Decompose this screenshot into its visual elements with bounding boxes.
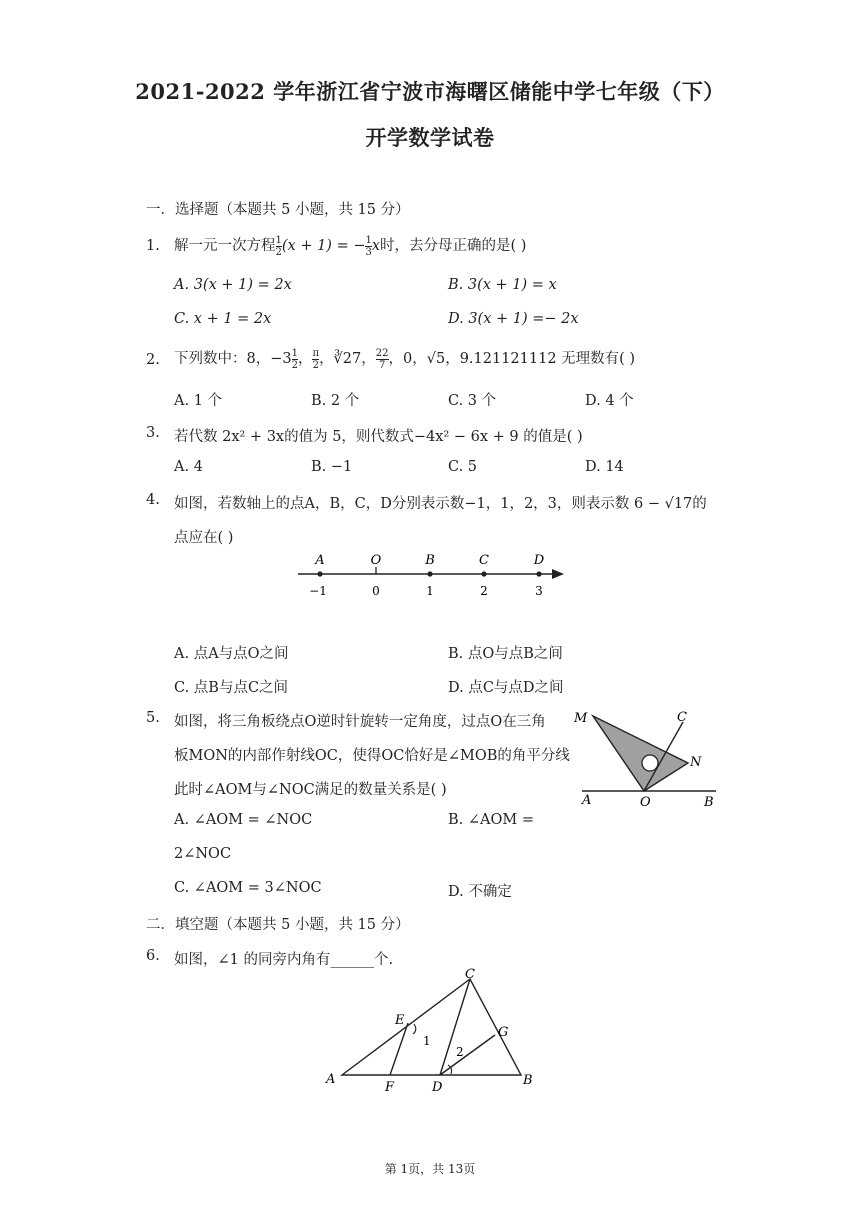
title-line-2: 开学数学试卷 bbox=[365, 125, 495, 150]
q5-number: 5. bbox=[146, 710, 160, 726]
tick-label-1: 1 bbox=[426, 584, 434, 598]
q2-option-a[interactable]: A. 1 个 bbox=[174, 393, 223, 409]
label-a: A bbox=[326, 1072, 336, 1087]
q4-option-b[interactable]: B. 点O与点B之间 bbox=[448, 646, 563, 662]
q5-option-a[interactable]: A. ∠AOM = ∠NOC bbox=[174, 812, 313, 828]
q1-number: 1. bbox=[146, 238, 160, 254]
q1-frac-1: $\frac{1}{2}$ bbox=[275, 234, 282, 258]
q3-option-b[interactable]: B. −1 bbox=[311, 459, 353, 475]
q3-number: 3. bbox=[146, 425, 160, 441]
q6-number: 6. bbox=[146, 948, 160, 964]
q5-stem-line-3: 此时∠AOM与∠NOC满足的数量关系是( ) bbox=[174, 782, 447, 798]
title-line-1: 2021-2022 学年浙江省宁波市海曙区储能中学七年级（下） bbox=[135, 79, 725, 104]
q3-option-c[interactable]: C. 5 bbox=[448, 459, 478, 475]
q2-option-c[interactable]: C. 3 个 bbox=[448, 393, 497, 409]
q3-stem: 若代数 2x² + 3x的值为 5，则代数式−4x² − 6x + 9 的值是( ) bbox=[174, 429, 583, 445]
q4-option-d[interactable]: D. 点C与点D之间 bbox=[448, 680, 564, 696]
q6-triangle-figure bbox=[320, 968, 550, 1096]
label-o: O bbox=[640, 795, 651, 810]
segment-dc bbox=[440, 979, 470, 1075]
label-point-c: C bbox=[479, 553, 489, 568]
q6-stem: 如图，∠1 的同旁内角有______个. bbox=[174, 952, 394, 968]
q2-option-d[interactable]: D. 4 个 bbox=[585, 393, 634, 409]
q2-sep-1: ， bbox=[297, 351, 313, 367]
q5-stem-line-1: 如图，将三角板绕点O逆时针旋转一定角度，过点O在三角 bbox=[174, 714, 546, 730]
q2-sep-2: ，∛27， bbox=[319, 351, 376, 367]
tick-label-0: 0 bbox=[372, 584, 380, 598]
label-a: A bbox=[582, 793, 592, 808]
triangle-plate bbox=[593, 716, 688, 791]
q2-number: 2. bbox=[146, 352, 160, 368]
section-1-heading: 一．选择题（本题共 5 小题，共 15 分） bbox=[146, 202, 410, 218]
label-point-d: D bbox=[533, 553, 545, 568]
q1-eq-a: (x + 1) = − bbox=[281, 238, 366, 254]
label-c: C bbox=[677, 710, 687, 725]
q1-eq-b: x bbox=[371, 238, 381, 254]
triangle-abc bbox=[342, 979, 521, 1075]
q4-stem-line-1: 如图，若数轴上的点A，B，C，D分别表示数−1，1，2，3，则表示数 6 − √17的 bbox=[174, 496, 707, 512]
label-f: F bbox=[385, 1080, 395, 1095]
q2-frac-3: $\frac{22}{7}$ bbox=[375, 347, 389, 371]
q1-stem bbox=[174, 234, 526, 258]
label-angle-1: 1 bbox=[423, 1034, 431, 1048]
label-b: B bbox=[704, 795, 714, 810]
q4-stem-line-2: 点应在( ) bbox=[174, 530, 234, 546]
point-b-dot bbox=[427, 571, 432, 576]
q1-option-c[interactable]: C. x + 1 = 2x bbox=[174, 311, 272, 327]
label-e: E bbox=[395, 1013, 405, 1028]
label-d: D bbox=[432, 1080, 443, 1095]
q1-option-d[interactable]: D. 3(x + 1) =− 2x bbox=[448, 311, 579, 327]
q2-frac-2: $\frac{\pi}{2}$ bbox=[312, 347, 320, 371]
q2-stem bbox=[174, 347, 635, 371]
q5-stem-line-2: 板MON的内部作射线OC，使得OC恰好是∠MOB的角平分线 bbox=[174, 748, 570, 764]
q5-option-b-continued: 2∠NOC bbox=[174, 846, 232, 862]
triangle-hole bbox=[642, 755, 658, 771]
label-b: B bbox=[523, 1073, 533, 1088]
q4-option-a[interactable]: A. 点A与点O之间 bbox=[174, 646, 289, 662]
point-a-dot bbox=[317, 571, 322, 576]
q1-stem-a: 解一元一次方程 bbox=[174, 238, 276, 254]
segment-dg bbox=[440, 1035, 495, 1075]
q1-stem-b: 时，去分母正确的是( ) bbox=[380, 238, 527, 254]
q2-stem-a: 下列数中：8，−3 bbox=[174, 351, 292, 367]
label-c: C bbox=[465, 968, 475, 982]
tick-label-2: 2 bbox=[480, 584, 488, 598]
q2-option-b[interactable]: B. 2 个 bbox=[311, 393, 360, 409]
label-m: M bbox=[574, 711, 588, 726]
label-point-b: B bbox=[425, 553, 435, 568]
q5-triangle-figure bbox=[566, 700, 726, 812]
q5-option-d[interactable]: D. 不确定 bbox=[448, 884, 512, 900]
q4-option-c[interactable]: C. 点B与点C之间 bbox=[174, 680, 289, 696]
q5-option-b[interactable]: B. ∠AOM = bbox=[448, 812, 534, 828]
section-2-heading: 二．填空题（本题共 5 小题，共 15 分） bbox=[146, 917, 410, 933]
q1-frac-2: $\frac{1}{3}$ bbox=[365, 234, 372, 258]
label-point-a: A bbox=[315, 553, 325, 568]
q4-number: 4. bbox=[146, 492, 160, 508]
q2-stem-b: ，0，√5，9.121121112 无理数有( ) bbox=[388, 351, 636, 367]
q2-frac-1: $\frac{1}{2}$ bbox=[291, 347, 298, 371]
point-c-dot bbox=[481, 571, 486, 576]
segment-fe bbox=[390, 1023, 408, 1075]
q3-option-d[interactable]: D. 14 bbox=[585, 459, 624, 475]
q5-option-c[interactable]: C. ∠AOM = 3∠NOC bbox=[174, 880, 322, 896]
q4-number-line-figure bbox=[290, 548, 580, 604]
q1-option-a[interactable]: A. 3(x + 1) = 2x bbox=[174, 277, 292, 293]
angle-1-arc bbox=[413, 1024, 416, 1034]
q3-option-a[interactable]: A. 4 bbox=[174, 459, 203, 475]
tick-label-minus-1: −1 bbox=[309, 584, 327, 598]
page-footer: 第 1页，共 13页 bbox=[384, 1162, 476, 1176]
label-angle-2: 2 bbox=[456, 1045, 464, 1059]
point-d-dot bbox=[536, 571, 541, 576]
label-point-o: O bbox=[370, 553, 382, 568]
label-g: G bbox=[498, 1025, 509, 1040]
tick-label-3: 3 bbox=[535, 584, 543, 598]
q1-option-b[interactable]: B. 3(x + 1) = x bbox=[448, 277, 557, 293]
label-n: N bbox=[690, 755, 702, 770]
